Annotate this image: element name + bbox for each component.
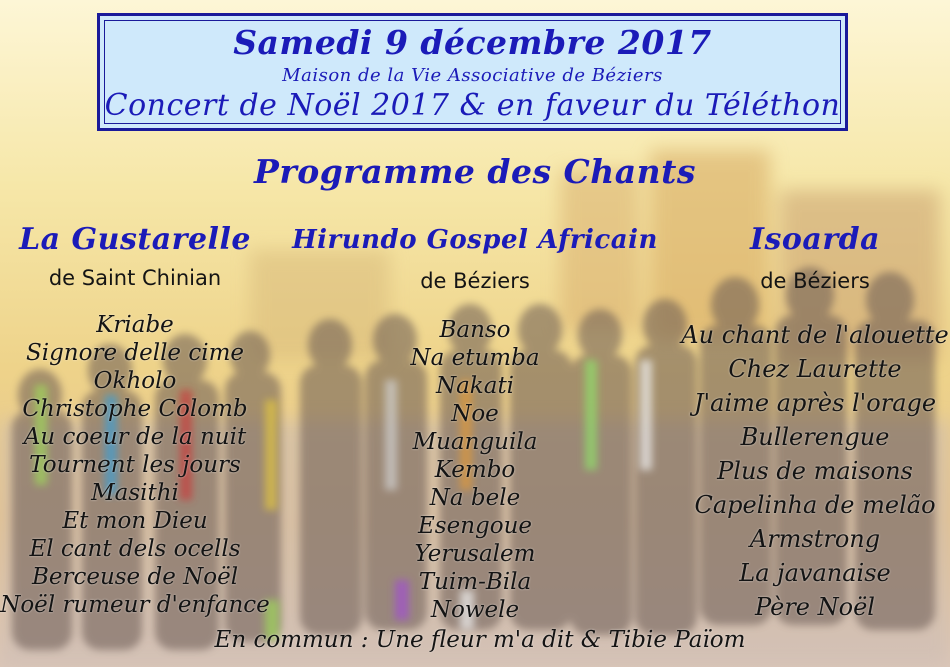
song-item: Yerusalem: [414, 541, 536, 567]
event-venue: Maison de la Vie Associative de Béziers: [282, 65, 663, 86]
song-item: Chez Laurette: [728, 355, 902, 383]
song-list: [350, 316, 600, 624]
choir-name-hirundo: Hirundo Gospel Africain: [292, 225, 658, 255]
song-item: Masithi: [91, 480, 179, 506]
choir-origin: de Béziers: [420, 269, 530, 293]
song-item: Signore delle cime: [25, 340, 245, 366]
song-item: Kembo: [434, 457, 516, 483]
choir-origin: de Béziers: [760, 269, 870, 293]
header-banner: [97, 13, 848, 131]
song-item: Capelinha de melão: [694, 491, 936, 519]
choir-name-isoarda: Isoarda: [749, 222, 881, 257]
song-item: Christophe Colomb: [22, 396, 248, 422]
event-date: Samedi 9 décembre 2017: [233, 23, 712, 62]
song-item: La javanaise: [739, 559, 891, 587]
song-item: Banso: [439, 317, 511, 343]
song-item: Esengoue: [417, 513, 532, 539]
song-item: Et mon Dieu: [62, 508, 208, 534]
song-item: Berceuse de Noël: [31, 564, 239, 590]
song-item: Tournent les jours: [29, 452, 241, 478]
song-item: Au chant de l'alouette: [681, 321, 949, 349]
programme-title: Programme des Chants: [254, 152, 696, 191]
song-item: Au coeur de la nuit: [23, 424, 247, 450]
song-item: Noël rumeur d'enfance: [0, 592, 270, 618]
song-item: Père Noël: [755, 593, 875, 621]
song-item: Tuim-Bila: [418, 569, 532, 595]
song-item: J'aime après l'orage: [693, 389, 937, 417]
song-item: Na bele: [429, 485, 521, 511]
song-item: El cant dels ocells: [29, 536, 241, 562]
song-item: Kriabe: [96, 312, 174, 338]
song-item: Muanguila: [412, 429, 538, 455]
song-item: Noe: [451, 401, 499, 427]
common-songs-footer: En commun : Une fleur m'a dit & Tibie Païom: [214, 627, 746, 653]
song-item: Armstrong: [749, 525, 881, 553]
song-item: Okholo: [93, 368, 177, 394]
song-item: Nakati: [435, 373, 515, 399]
song-item: Na etumba: [410, 345, 540, 371]
event-title: Concert de Noël 2017 & en faveur du Téléthon: [104, 88, 841, 123]
song-item: Plus de maisons: [717, 457, 913, 485]
song-item: Nowele: [430, 597, 520, 623]
choir-origin: de Saint Chinian: [48, 266, 222, 290]
choir-name-la-gustarelle: La Gustarelle: [19, 222, 251, 257]
song-item: Bullerengue: [740, 423, 890, 451]
song-list: [0, 311, 270, 619]
song-list: [680, 318, 950, 624]
